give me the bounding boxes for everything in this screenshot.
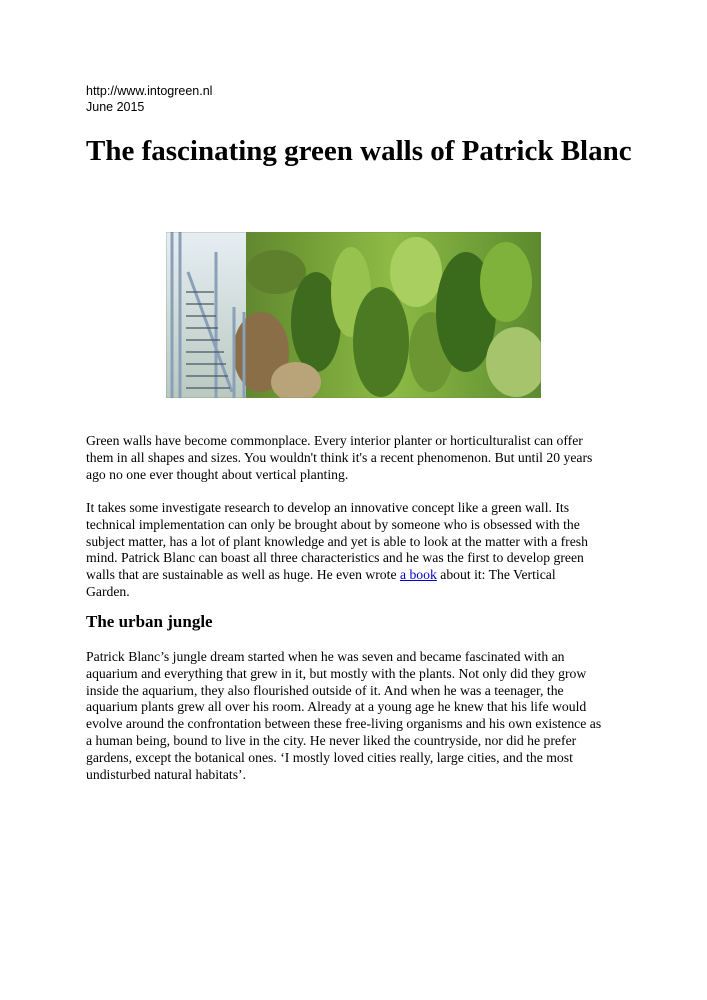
paragraph-line: them in all shapes and sizes. You wouldn't think it's a recent phenomenon. But until 20 years [86,449,593,465]
paragraph-line [86,567,646,584]
paragraph-intro [86,433,646,483]
paragraph-line: subject matter, has a lot of plant knowledge and yet is able to look at the matter with a fresh [86,533,588,549]
paragraph-line: Garden. [86,583,130,599]
green-wall-photo [166,232,541,398]
paragraph-jungle-dream [86,649,646,783]
source-url: http://www.intogreen.nl [86,84,213,98]
paragraph-research [86,500,646,601]
line-text-after-link: about it: The Vertical [436,567,556,583]
line-text-before-link: walls that are sustainable as well as huge. He even wrote [86,567,400,583]
paragraph-line: technical implementation can only be brought about by someone who is obsessed with the [86,516,580,532]
paragraph-line: ago no one ever thought about vertical planting. [86,466,349,482]
paragraph-line: gardens, except the botanical ones. ‘I mostly loved cities really, large cities, and the most [86,749,573,765]
paragraph-line: a human being, bound to live in the city. He never liked the countryside, nor did he prefer [86,732,577,748]
paragraph-line: aquarium and everything that grew in it, but mostly with the plants. Not only did they grow [86,665,587,681]
paragraph-line: inside the aquarium, they also flourished outside of it. And when he was a teenager, the [86,682,564,698]
paragraph-line: Patrick Blanc’s jungle dream started when he was seven and became fascinated with an [86,649,565,664]
paragraph-line: aquarium plants grew all over his room. Already at a young age he knew that his life would [86,699,587,715]
green-wall-illustration [166,232,541,398]
publication-date: June 2015 [86,100,145,114]
paragraph-line: undisturbed natural habitats’. [86,766,247,782]
paragraph-line: Green walls have become commonplace. Every interior planter or horticulturalist can offer [86,433,583,448]
page-title: The fascinating green walls of Patrick Blanc [86,135,632,167]
book-link[interactable]: a book [399,567,437,583]
paragraph-line: evolve around the confrontation between these free-living organisms and his own existence as [86,716,602,732]
paragraph-line: It takes some investigate research to develop an innovative concept like a green wall. Its [86,500,570,515]
paragraph-line: mind. Patrick Blanc can boast all three characteristics and he was the first to develop green [86,550,584,566]
section-heading: The urban jungle [86,612,213,631]
